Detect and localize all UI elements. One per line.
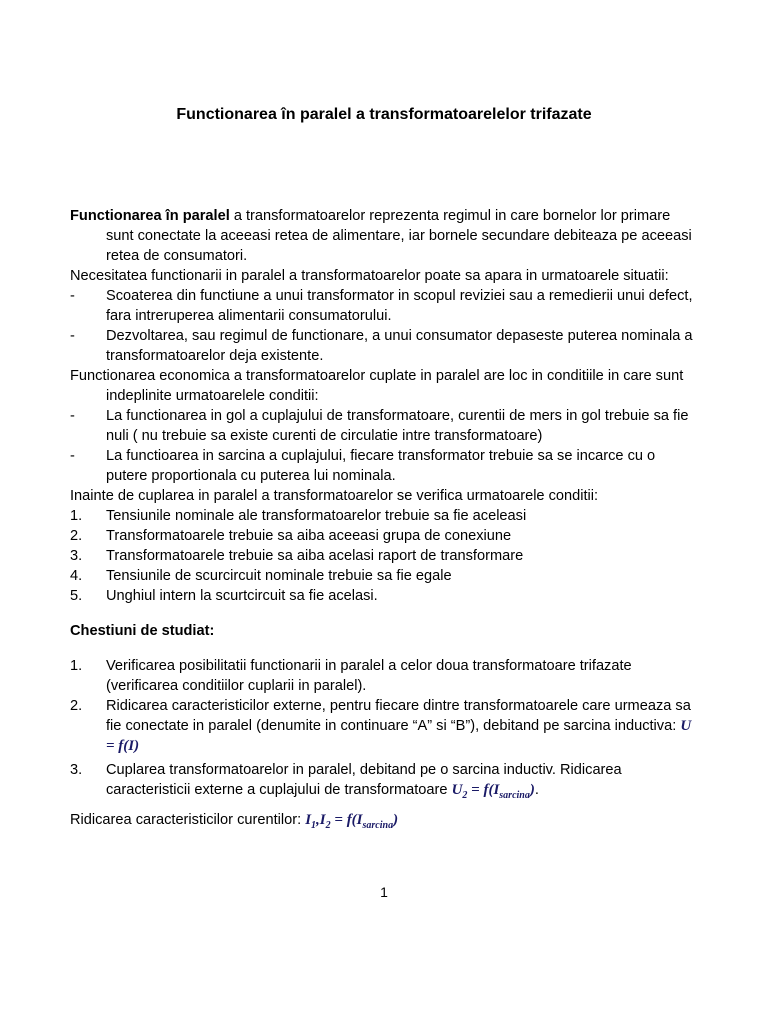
list-item: 1. Verificarea posibilitatii functionarii in paralel a celor doua transformatoare trifazate (verificarea conditiilor cuplarii in paralel). <box>70 658 632 694</box>
list-item: 4. Tensiunile de scurcircuit nominale trebuie sa fie egale <box>70 568 452 584</box>
list-item: 2. Ridicarea caracteristicilor externe, pentru fiecare dintre transformatoarele care urmeaza sa fie conectate in paralel (denumite in continuare “A” si “B”), debitand pe sarcina inductiva: U = f(I) <box>70 698 692 754</box>
intro-paragraph <box>70 206 700 266</box>
currents-paragraph: Ridicarea caracteristicilor curentilor: $I_1,I_2 = f(I_{sarcina})$ <box>70 812 399 831</box>
page-title: Functionarea în paralel a transformatoarelelor trifazate <box>176 106 592 123</box>
list-item: - La functionarea in gol a cuplajului de transformatoare, curentii de mers in gol trebuie sa fie nuli ( nu trebuie sa existe curenti de circulatie intre transformatoare) <box>70 408 689 444</box>
list-item: 2. Transformatoarele trebuie sa aiba aceeasi grupa de conexiune <box>70 528 512 544</box>
list-item: - La functioarea in sarcina a cuplajului, fiecare transformator trebuie sa se incarce cu o putere proportionala cu puterea lui nominala. <box>70 448 656 484</box>
intro-text: a transformatoarelor reprezenta regimul in care bornelor lor primare sunt conectate la aceeasi retea de alimentare, iar bornele secundare debiteaza pe aceeasi retea de consumatori. <box>106 208 692 264</box>
document-body <box>70 206 700 836</box>
section-heading: Chestiuni de studiat: <box>70 623 215 639</box>
formula-currents: $I_1,I_2 = f(I_{sarcina})$ <box>305 812 399 831</box>
list-item: - Dezvoltarea, sau regimul de functionare, a unui consumator depaseste puterea nominala a transformatoarelor deja existente. <box>70 328 693 364</box>
page-number: 1 <box>380 884 388 900</box>
list-item: 3. Cuplarea transformatoarelor in paralel, debitand pe o sarcina inductiv. Ridicarea caracteristicii externe a cuplajului de transformatoare $U_2 = f(I_{sarcina})$. <box>70 762 622 801</box>
intro-bold-lead: Functionarea în paralel <box>70 208 230 224</box>
formula-u2-f-isarcina: $U_2 = f(I_{sarcina})$ <box>451 782 535 801</box>
necessity-paragraph: Necesitatea functionarii in paralel a transformatoarelor poate sa apara in urmatoarele situatii: <box>70 268 669 284</box>
list-item: 1. Tensiunile nominale ale transformatoarelor trebuie sa fie aceleasi <box>70 508 527 524</box>
list-item: 3. Transformatoarele trebuie sa aiba acelasi raport de transformare <box>70 548 524 564</box>
formula-u-f-i: U = f(I) <box>106 718 692 754</box>
list-item: 5. Unghiul intern la scurtcircuit sa fie acelasi. <box>70 588 378 604</box>
list-item: - Scoaterea din functiune a unui transformator in scopul reviziei sau a remedierii unui defect, fara intreruperea alimentarii consumatorului. <box>70 288 693 324</box>
economic-paragraph: Functionarea economica a transformatoarelor cuplate in paralel are loc in conditiile in care sunt indeplinite urmatoarelele conditii: <box>70 368 684 404</box>
before-paragraph: Inainte de cuplarea in paralel a transformatoarelor se verifica urmatoarele conditii: <box>70 488 599 504</box>
